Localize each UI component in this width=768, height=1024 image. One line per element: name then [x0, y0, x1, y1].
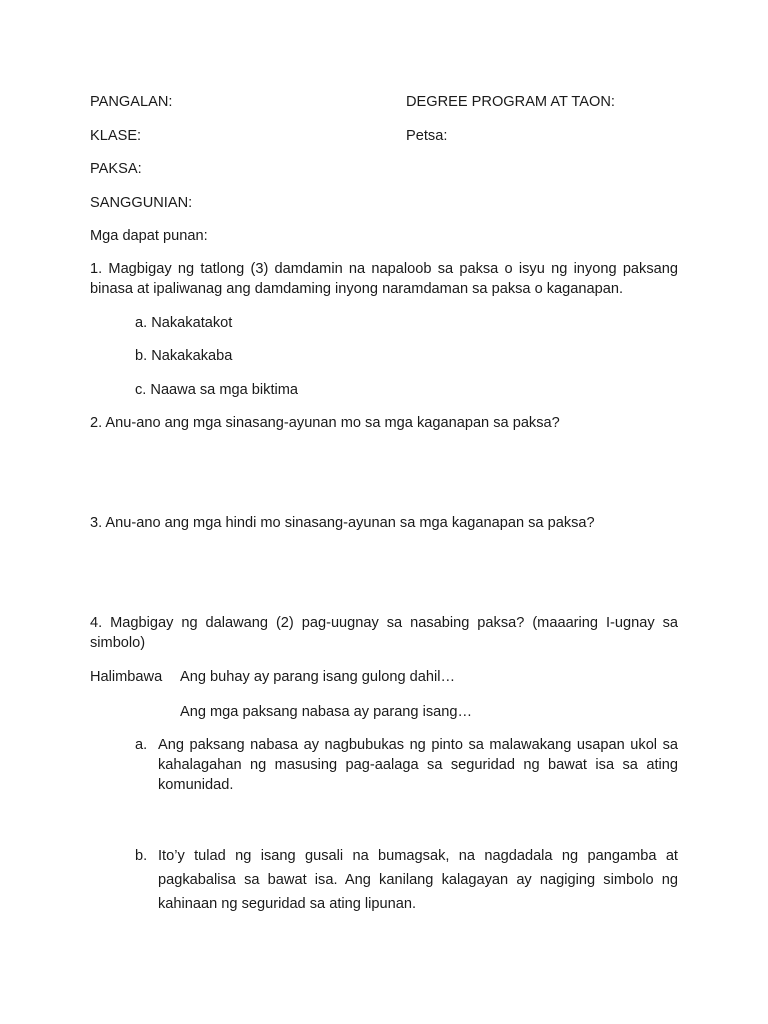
example-label: Halimbawa	[90, 669, 163, 685]
date-label: Petsa:	[406, 128, 448, 144]
q4-answer-b-marker: b.	[135, 848, 148, 864]
q4-answer-a-text: Ang paksang nabasa ay nagbubukas ng pinto sa malawakang usapan ukol sa kahalagahan ng masusing pag-aalaga sa seguridad ng bawat isa sa ating komunidad.	[158, 737, 678, 793]
degree-program-label: DEGREE PROGRAM AT TAON:	[406, 94, 615, 110]
question-1: 1. Magbigay ng tatlong (3) damdamin na napaloob sa paksa o isyu ng inyong paksang binasa at ipaliwanag ang damdaming inyong naramdaman sa paksa o kaganapan.	[90, 261, 678, 297]
example-sentence-2: Ang mga paksang nabasa ay parang isang…	[180, 704, 473, 720]
name-label: PANGALAN:	[90, 94, 173, 110]
class-label: KLASE:	[90, 128, 142, 144]
reference-label: SANGGUNIAN:	[90, 195, 193, 211]
q4-answer-a-marker: a.	[135, 737, 148, 753]
question-2: 2. Anu-ano ang mga sinasang-ayunan mo sa mga kaganapan sa paksa?	[90, 415, 560, 431]
q1-answer-b: b. Nakakakaba	[135, 348, 233, 364]
example-sentence-1: Ang buhay ay parang isang gulong dahil…	[180, 669, 456, 685]
topic-label: PAKSA:	[90, 161, 142, 177]
question-4: 4. Magbigay ng dalawang (2) pag-uugnay sa nasabing paksa? (maaaring I-ugnay sa simbolo)	[90, 615, 678, 651]
q1-answer-c: c. Naawa sa mga biktima	[135, 382, 299, 398]
question-3: 3. Anu-ano ang mga hindi mo sinasang-ayunan sa mga kaganapan sa paksa?	[90, 515, 595, 531]
q1-answer-a: a. Nakakatakot	[135, 315, 233, 331]
q4-answer-b-text: Ito’y tulad ng isang gusali na bumagsak, na nagdadala ng pangamba at pagkabalisa sa bawat isa. Ang kanilang kalagayan ay nagiging simbolo ng kahinaan ng seguridad sa ating lipunan.	[158, 848, 678, 912]
instructions-text: Mga dapat punan:	[90, 228, 208, 244]
